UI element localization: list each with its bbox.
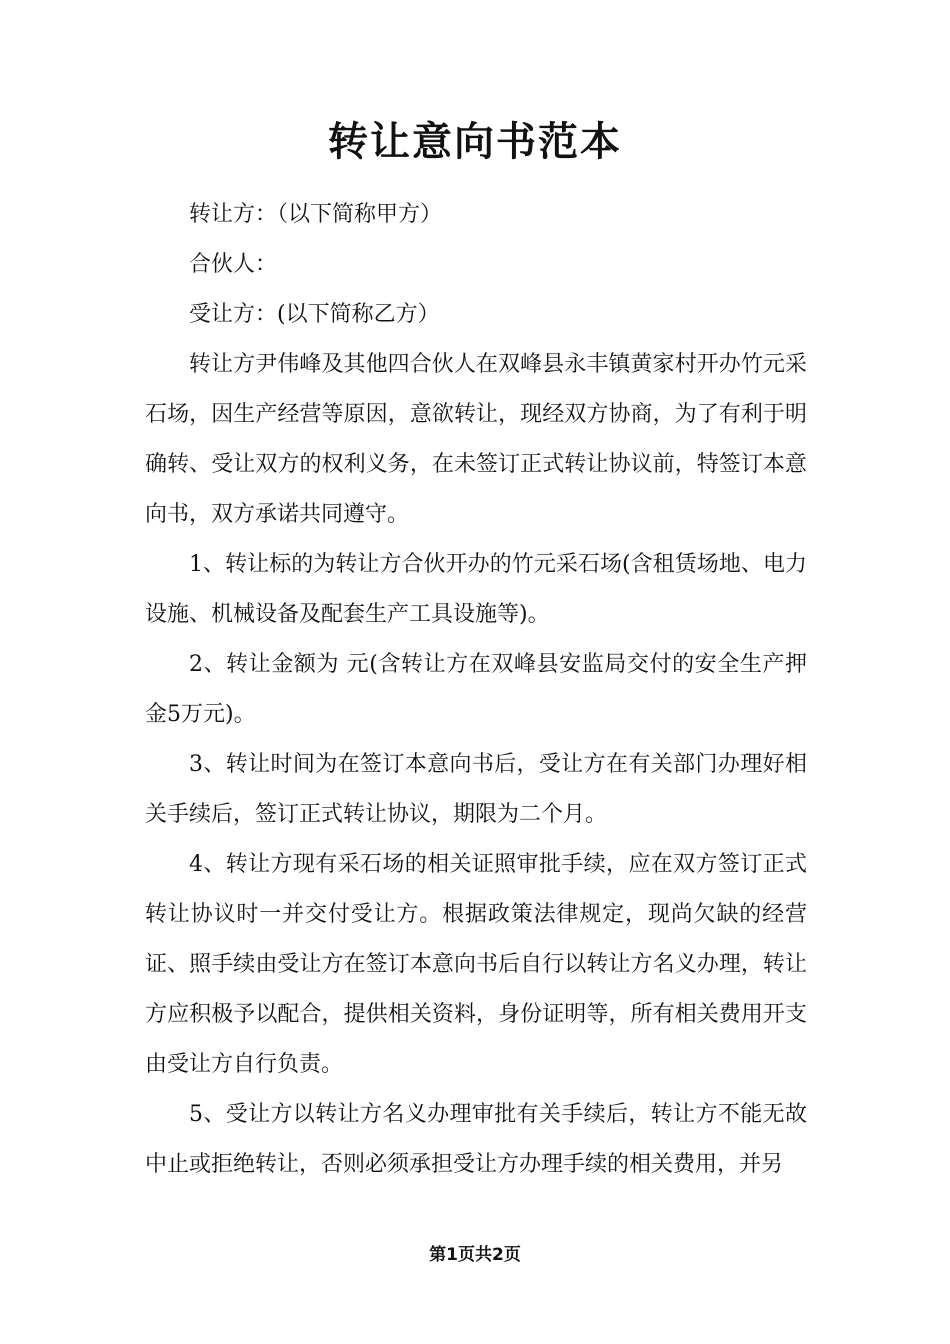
document-body bbox=[145, 190, 807, 1190]
transferor-line: 转让方：（以下简称甲方） bbox=[189, 202, 443, 227]
partner-line: 合伙人： bbox=[189, 252, 278, 277]
page-number: 第1页共2页 bbox=[429, 1245, 521, 1265]
clause-5: 5、受让方以转让方名义办理审批有关手续后，转让方不能无故中止或拒绝转让，否则必须承担受让方办理手续的相关费用，并另 bbox=[145, 1102, 807, 1177]
clause-4: 4、转让方现有采石场的相关证照审批手续，应在双方签订正式转让协议时一并交付受让方。根据政策法律规定，现尚欠缺的经营证、照手续由受让方在签订本意向书后自行以转让方名义办理，转让方应积极予以配合，提供相关资料，身份证明等，所有相关费用开支由受让方自行负责。 bbox=[145, 852, 807, 1077]
document-title: 转让意向书范本 bbox=[328, 118, 622, 165]
intro-paragraph: 转让方尹伟峰及其他四合伙人在双峰县永丰镇黄家村开办竹元采石场，因生产经营等原因，意欲转让，现经双方协商，为了有利于明确转、受让双方的权利义务，在未签订正式转让协议前，特签订本意向书，双方承诺共同遵守。 bbox=[145, 352, 807, 527]
clause-1: 1、转让标的为转让方合伙开办的竹元采石场(含租赁场地、电力设施、机械设备及配套生产工具设施等)。 bbox=[145, 552, 807, 627]
clause-3: 3、转让时间为在签订本意向书后，受让方在有关部门办理好相关手续后，签订正式转让协议，期限为二个月。 bbox=[145, 752, 807, 827]
transferee-line: 受让方：(以下简称乙方） bbox=[189, 302, 440, 327]
clause-2: 2、转让金额为 元(含转让方在双峰县安监局交付的安全生产押金5万元)。 bbox=[145, 652, 807, 727]
